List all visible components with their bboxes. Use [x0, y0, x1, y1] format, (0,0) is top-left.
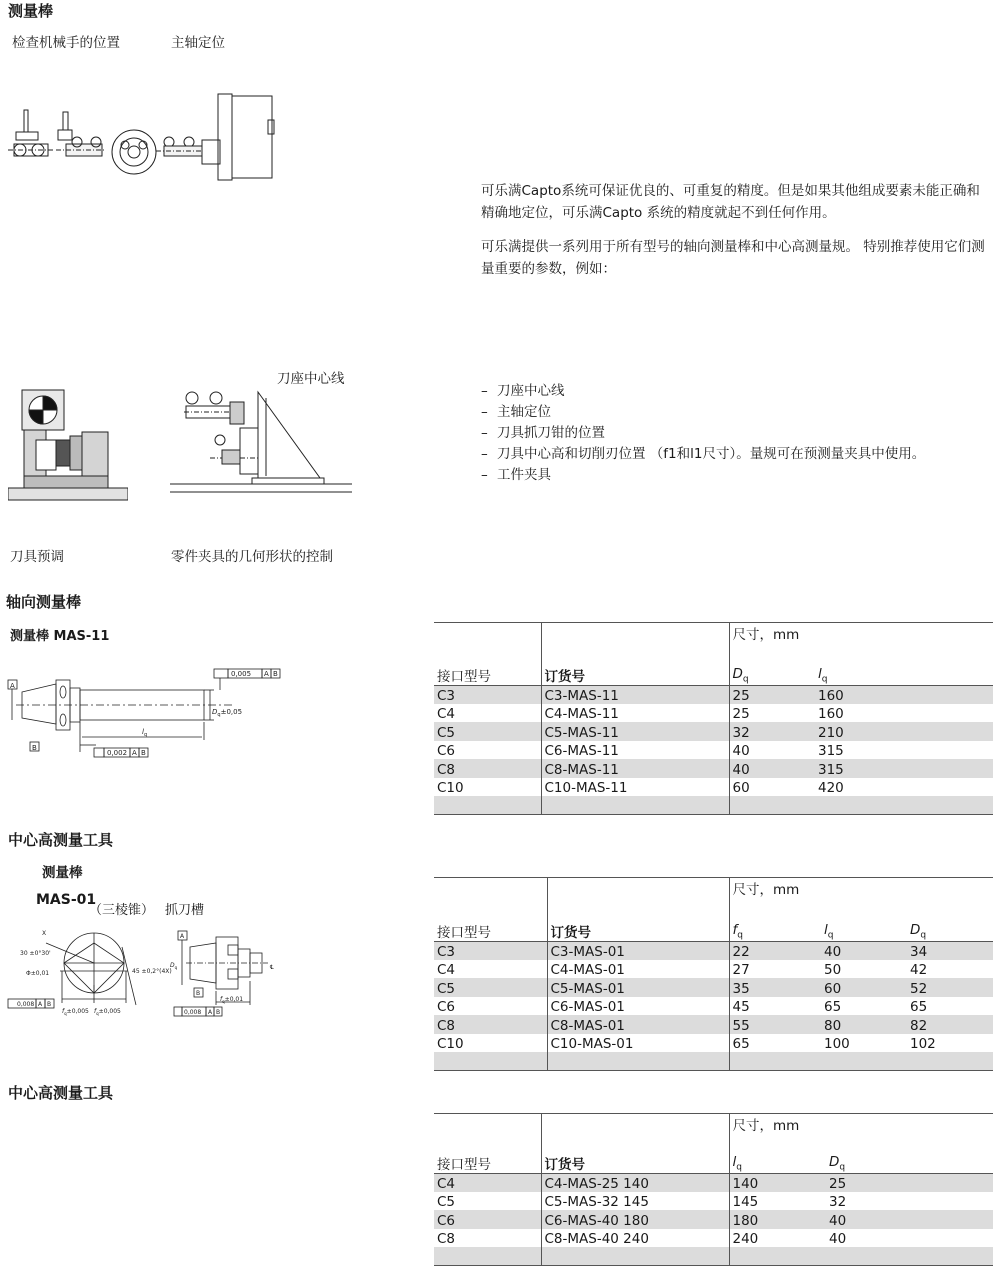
tool-center-line-illustration: [170, 388, 352, 496]
list-item: – 刀座中心线: [481, 381, 925, 402]
table-row: C8 C8-MAS-01 55 80 82: [434, 1015, 993, 1034]
intro-paragraph-1: 可乐满Capto系统可保证优良的、可重复的精度。但是如果其他组成要素未能正确和精确地定位，可乐满Capto 系统的精度就起不到任何作用。: [481, 183, 980, 221]
tolerance-right-value: 0,008: [184, 1009, 202, 1016]
dim-d-label: $D_q$: [170, 962, 178, 970]
bullet-dash: –: [481, 404, 488, 420]
table-row: C3 C3-MAS-01 22 40 34: [434, 941, 993, 960]
caption-tool-presetting: 刀具预调: [10, 549, 64, 565]
fq-tol-side: $f_q\pm 0,01$: [220, 996, 244, 1004]
datum-b-label: B: [32, 744, 37, 752]
model-mas-01: MAS-01: [36, 892, 97, 908]
col-interface: 接口型号: [434, 921, 547, 942]
col-order-no: 订货号: [547, 921, 729, 942]
caption-center-line: 刀座中心线: [277, 371, 345, 387]
col-order-no: 订货号: [541, 665, 729, 686]
angle-45-label: 45 ±0,2°(4X): [132, 968, 172, 975]
svg-text:A: A: [208, 1009, 213, 1016]
dim-d-label: $D_q\pm 0,05$: [212, 708, 243, 718]
table-row: C10 C10-MAS-11 60 420: [434, 778, 993, 797]
dim-header: 尺寸，mm: [729, 623, 993, 665]
table-row: C8 C8-MAS-40 240 240 40: [434, 1229, 993, 1248]
col-lq: $l_q$: [729, 1153, 826, 1174]
dim-header: 尺寸，mm: [729, 1114, 993, 1153]
svg-text:B: B: [141, 749, 146, 757]
table-row: C6 C6-MAS-11 40 315: [434, 741, 993, 760]
svg-text:B: B: [47, 1001, 52, 1008]
list-item: – 刀具中心高和切削刃位置 （f1和l1尺寸）。量规可在预测量夹具中使用。: [481, 444, 925, 465]
list-item: – 刀具抓刀钳的位置: [481, 423, 925, 444]
model-note-tri-cone: （三棱锥）: [89, 903, 155, 918]
tolerance-left-value: 0,008: [17, 1001, 35, 1008]
col-order-no: 订货号: [541, 1153, 729, 1174]
tolerance-bottom-value: 0,002: [107, 749, 128, 757]
section-title-gauge-bars: 测量棒: [8, 2, 54, 20]
mas-01-table: [434, 877, 993, 1071]
svg-text:A: A: [180, 933, 185, 940]
table-row: C10 C10-MAS-01 65 100 102: [434, 1034, 993, 1053]
svg-text:B: B: [196, 990, 201, 997]
col-interface: 接口型号: [434, 1153, 541, 1174]
dim-l-label: $l_q$: [142, 728, 148, 738]
bullet-dash: –: [481, 467, 488, 483]
mas-11-table: [434, 622, 993, 815]
col-fq: $f_q$: [729, 921, 821, 942]
table-row: C4 C4-MAS-25 140 140 25: [434, 1173, 993, 1192]
caption-robot-position: 检查机械手的位置: [12, 35, 120, 51]
angle-label: 30 ±0°30': [20, 950, 51, 957]
bullet-dash: –: [481, 383, 488, 399]
table-row-empty: [434, 796, 993, 815]
col-lq: $l_q$: [815, 665, 993, 686]
intro-paragraph-2: 可乐满提供一系列用于所有型号的轴向测量棒和中心高测量规。 特别推荐使用它们测量重要的参数，例如：: [481, 239, 985, 277]
section-title-axial-gauge: 轴向测量棒: [6, 593, 82, 611]
table-row: C5 C5-MAS-11 32 210: [434, 722, 993, 741]
col-dq: $D_q$: [907, 921, 993, 942]
svg-text:A: A: [38, 1001, 43, 1008]
table-row: C5 C5-MAS-32 145 145 32: [434, 1192, 993, 1211]
subtitle-mas-11: 测量棒 MAS-11: [10, 629, 110, 644]
model-note-groove: 抓刀槽: [165, 903, 205, 918]
col-lq: $l_q$: [821, 921, 907, 942]
fq-tol-left: $f_q\pm 0,005$: [62, 1008, 89, 1016]
table-row-empty: [434, 1247, 993, 1266]
caption-fixture-geometry: 零件夹具的几何形状的控制: [171, 549, 333, 565]
mas-11-drawing: [6, 660, 296, 760]
table-row: C5 C5-MAS-01 35 60 52: [434, 978, 993, 997]
table-row: C4 C4-MAS-01 27 50 42: [434, 960, 993, 979]
phi-label: Φ±0,01: [26, 970, 50, 977]
bullet-dash: –: [481, 446, 488, 462]
caption-spindle-positioning: 主轴定位: [171, 35, 225, 51]
centerline-symbol: ℄: [270, 964, 274, 971]
col-dq: $D_q$: [729, 665, 815, 686]
svg-text:A: A: [132, 749, 137, 757]
mas-01-drawing: [6, 925, 296, 1020]
table-row-empty: [434, 1052, 993, 1071]
svg-text:A: A: [264, 670, 269, 678]
list-item: – 工件夹具: [481, 465, 925, 486]
datum-a-label: A: [10, 682, 15, 690]
table-row: C8 C8-MAS-11 40 315: [434, 759, 993, 778]
dim-header: 尺寸，mm: [729, 878, 993, 921]
mas-center-height-table: [434, 1113, 993, 1266]
bullet-dash: –: [481, 425, 488, 441]
key-parameters-list: [481, 381, 925, 486]
section-title-center-height-2: 中心高测量工具: [8, 1084, 114, 1102]
table-row: C3 C3-MAS-11 25 160: [434, 685, 993, 704]
table-row: C6 C6-MAS-01 45 65 65: [434, 997, 993, 1016]
svg-text:B: B: [273, 670, 278, 678]
list-item: – 主轴定位: [481, 402, 925, 423]
axis-x-label: X: [42, 930, 47, 937]
svg-text:B: B: [216, 1009, 221, 1016]
robot-spindle-check-illustration: [6, 90, 286, 185]
table-row: C4 C4-MAS-11 25 160: [434, 704, 993, 723]
fq-tol-right: $f_q\pm 0,005$: [94, 1008, 121, 1016]
tool-presetting-illustration: [8, 388, 128, 503]
col-interface: 接口型号: [434, 665, 541, 686]
tolerance-top-value: 0,005: [231, 670, 252, 678]
col-dq: $D_q$: [826, 1153, 993, 1174]
table-row: C6 C6-MAS-40 180 180 40: [434, 1210, 993, 1229]
subtitle-gauge-bar: 测量棒: [42, 865, 83, 881]
section-title-center-height-1: 中心高测量工具: [8, 831, 114, 849]
